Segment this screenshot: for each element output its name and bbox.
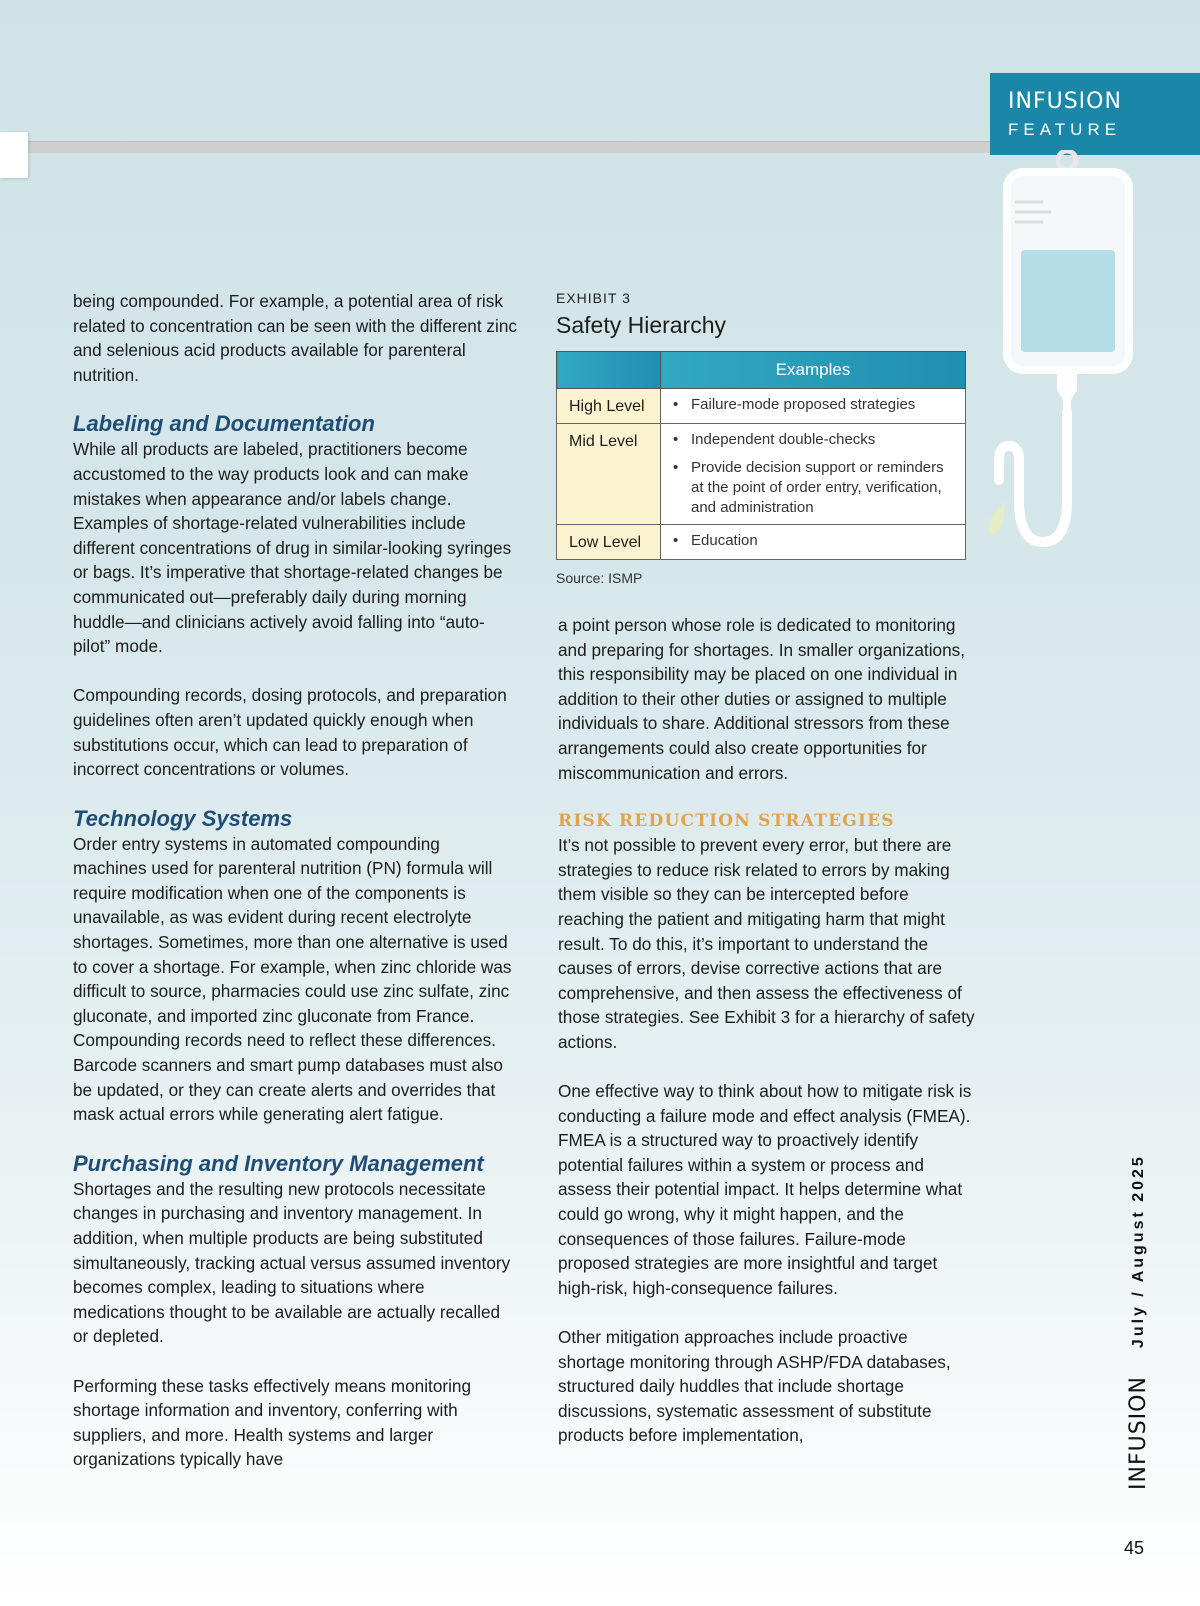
side-issue-label — [1126, 1154, 1151, 1490]
example-item: • Failure-mode proposed strategies — [673, 395, 955, 415]
risk-paragraph-1: It’s not possible to prevent every error, but there are strategies to reduce risk related to errors by making them visible so they can be intercepted before reaching the patient and mitigating harm that might result. To do this, it’s important to understand the causes of errors, devise corrective actions that are comprehensive, and then assess the effectiveness of those strategies. See Exhibit 3 for a hierarchy of safety actions. — [558, 835, 975, 1052]
table-header-examples: Examples — [661, 352, 966, 389]
level-cell: Low Level — [557, 525, 661, 560]
table-row — [557, 389, 966, 424]
labeling-paragraph-1: While all products are labeled, practitioners become accustomed to the way products look and can make mistakes when appearance and/or labels change. Examples of shortage-related vulnerabilities include different concentrations of drug in similar-looking syringes or bags. It’s imperative that shortage-related changes be communicated out—preferably daily during morning huddle—and clinicians actively avoid falling into “auto-pilot” mode. — [73, 439, 512, 657]
heading-labeling-documentation: Labeling and Documentation — [73, 411, 375, 437]
exhibit-3 — [556, 290, 968, 586]
level-cell: Mid Level — [557, 424, 661, 525]
iv-drip-drop — [989, 502, 1005, 535]
example-item: • Independent double-checks — [673, 430, 955, 450]
right-column — [558, 613, 978, 1448]
technology-paragraph-1: Order entry systems in automated compounding machines used for parenteral nutrition (PN) formula will require modification when one of the components is unavailable, as was evident during recent electrolyte shortages. Sometimes, more than one alternative is used to cover a shortage. For example, when zinc chloride was difficult to source, pharmacies could use zinc sulfate, zinc gluconate, and imported zinc gluconate from France. Compounding records need to reflect these differences. Barcode scanners and smart pump databases must also be updated, or they can create alerts and overrides that mask actual errors while generating alert fatigue. — [73, 833, 512, 1125]
exhibit-title: Safety Hierarchy — [556, 312, 727, 338]
purchasing-paragraph-2: Performing these tasks effectively means monitoring shortage information and inventory, conferring with suppliers, and more. Health systems and larger organizations typically have — [73, 1375, 472, 1470]
iv-bag-fluid — [1021, 250, 1115, 352]
risk-paragraph-2: One effective way to think about how to mitigate risk is conducting a failure mode and effect analysis (FMEA). FMEA is a structured way to proactively identify potential failures within a system or process and assess their potential impact. It helps determine what could go wrong, why it might happen, and the consequences of those failures. Failure-mode proposed strategies are more insightful and target high-risk, high-consequence failures. — [558, 1081, 972, 1298]
examples-cell — [661, 525, 966, 560]
right-intro-paragraph: a point person whose role is dedicated to monitoring and preparing for shortages. In smaller organizations, this responsibility may be placed on one individual in addition to their other duties or assigned to multiple individuals to share. Additional stressors from these arrangements could also create opportunities for miscommunication and errors. — [558, 615, 965, 783]
risk-paragraph-3: Other mitigation approaches include proactive shortage monitoring through ASHP/FDA databases, structured daily huddles that include shortage discussions, systematic assessment of substitute products before implementation, — [558, 1327, 951, 1446]
iv-bag-illustration — [985, 150, 1185, 580]
page-number: 45 — [1124, 1538, 1145, 1558]
feature-header-tab — [990, 73, 1200, 155]
exhibit-source: Source: ISMP — [556, 570, 643, 586]
left-column — [73, 289, 518, 1472]
level-cell: High Level — [557, 389, 661, 424]
table-header-blank — [557, 352, 661, 389]
purchasing-paragraph-1: Shortages and the resulting new protocols necessitate changes in purchasing and inventory management. In addition, when multiple products are being substituted simultaneously, tracking actual versus assumed inventory becomes complex, leading to situations where medications thought to be available are actually recalled or depleted. — [73, 1178, 511, 1347]
examples-cell — [661, 389, 966, 424]
exhibit-label: EXHIBIT 3 — [556, 290, 631, 306]
left-intro-paragraph: being compounded. For example, a potential area of risk related to concentration can be seen with the different zinc and selenious acid products available for parenteral nutrition. — [73, 291, 517, 385]
footer-brand-logo: INFUSION — [1126, 1376, 1151, 1490]
heading-risk-reduction: RISK REDUCTION STRATEGIES — [558, 811, 895, 832]
labeling-paragraph-2: Compounding records, dosing protocols, and preparation guidelines often aren’t updated quickly enough when substitutions occur, which can lead to preparation of incorrect concentrations or volumes. — [73, 685, 507, 780]
rail-end-cap — [0, 132, 28, 178]
iv-tubing — [999, 412, 1067, 542]
iv-bag-port — [1057, 370, 1077, 412]
iv-bag-hanger — [1058, 151, 1076, 169]
header-brand-logo: INFUSION — [1008, 89, 1122, 114]
issue-date: July / August 2025 — [1129, 1154, 1147, 1349]
heading-purchasing-inventory: Purchasing and Inventory Management — [73, 1150, 484, 1176]
table-row — [557, 424, 966, 525]
heading-technology-systems: Technology Systems — [73, 805, 293, 831]
examples-cell — [661, 424, 966, 525]
table-header-row — [557, 352, 966, 389]
example-item: • Education — [673, 531, 955, 551]
example-item: • Provide decision support or reminders at the point of order entry, verification, and administration — [673, 458, 955, 518]
header-section-label: FEATURE — [1008, 120, 1122, 139]
table-row — [557, 525, 966, 560]
safety-hierarchy-table — [556, 351, 966, 560]
header-rail — [0, 141, 990, 153]
